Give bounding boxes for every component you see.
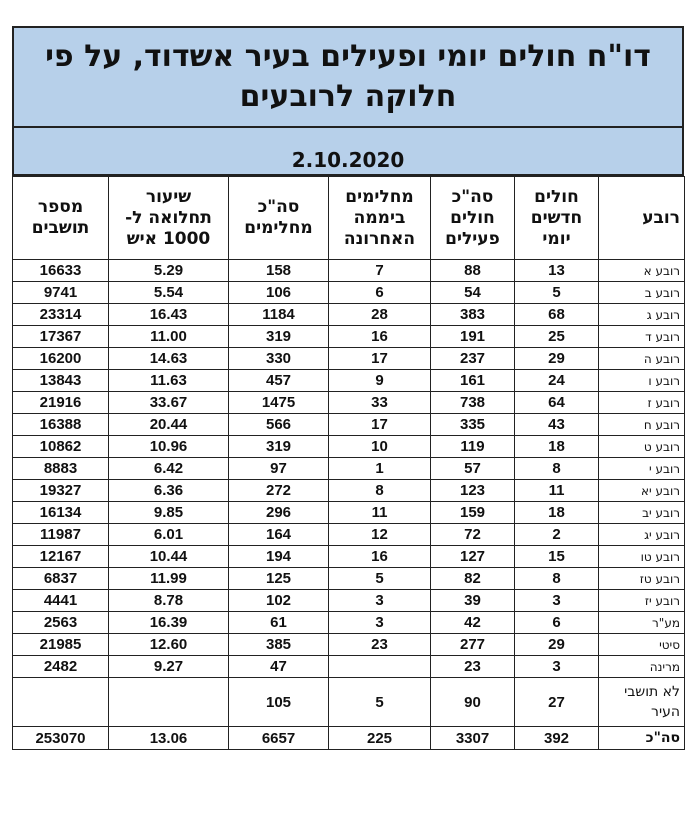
- residents-cell: 11987: [13, 524, 109, 546]
- active-cell: 72: [431, 524, 515, 546]
- active-cell: 88: [431, 260, 515, 282]
- col-header-district: רובע: [599, 177, 685, 260]
- recovered-day-cell: 5: [329, 678, 431, 727]
- recovered-total-cell: 566: [229, 414, 329, 436]
- recovered-day-cell: 6: [329, 282, 431, 304]
- recovered-total-cell: 319: [229, 436, 329, 458]
- table-row: [13, 326, 685, 348]
- report-sheet: [12, 26, 684, 750]
- report-date: 2.10.2020: [291, 148, 405, 172]
- new-daily-cell: 29: [515, 348, 599, 370]
- new-daily-cell: 27: [515, 678, 599, 727]
- recovered-day-cell: 11: [329, 502, 431, 524]
- recovered-day-cell: 16: [329, 326, 431, 348]
- active-cell: 191: [431, 326, 515, 348]
- recovered-total-cell: 296: [229, 502, 329, 524]
- col-header-rate: שיעור תחלואה ל- 1000 איש: [109, 177, 229, 260]
- recovered-total-cell: 102: [229, 590, 329, 612]
- table-row: [13, 568, 685, 590]
- active-cell: 54: [431, 282, 515, 304]
- residents-cell: 16134: [13, 502, 109, 524]
- rate-cell: 6.01: [109, 524, 229, 546]
- district-cell: רובע טז: [599, 568, 685, 590]
- rate-cell: 5.29: [109, 260, 229, 282]
- new-daily-cell: 64: [515, 392, 599, 414]
- recovered-total-cell: 1475: [229, 392, 329, 414]
- recovered-day-cell: 8: [329, 480, 431, 502]
- total-recovered-day-cell: 225: [329, 727, 431, 750]
- table-row: [13, 524, 685, 546]
- rate-cell: 20.44: [109, 414, 229, 436]
- rate-cell: 10.96: [109, 436, 229, 458]
- active-cell: 161: [431, 370, 515, 392]
- recovered-day-cell: 12: [329, 524, 431, 546]
- table-row: [13, 304, 685, 326]
- district-cell: רובע ג: [599, 304, 685, 326]
- new-daily-cell: 18: [515, 502, 599, 524]
- rate-cell: 16.43: [109, 304, 229, 326]
- table-row: [13, 370, 685, 392]
- recovered-total-cell: 105: [229, 678, 329, 727]
- residents-cell: 8883: [13, 458, 109, 480]
- rate-cell: 6.36: [109, 480, 229, 502]
- recovered-day-cell: 10: [329, 436, 431, 458]
- rate-cell: 9.27: [109, 656, 229, 678]
- table-row: [13, 656, 685, 678]
- col-header-residents: מספר תושבים: [13, 177, 109, 260]
- residents-cell: 16200: [13, 348, 109, 370]
- residents-cell: [13, 678, 109, 727]
- table-body: [13, 260, 685, 750]
- col-header-new-daily: חולים חדשים יומי: [515, 177, 599, 260]
- total-recovered-total-cell: 6657: [229, 727, 329, 750]
- district-cell: רובע א: [599, 260, 685, 282]
- table-header-row: [13, 177, 685, 260]
- residents-cell: 16633: [13, 260, 109, 282]
- total-new-daily-cell: 392: [515, 727, 599, 750]
- table-row: [13, 480, 685, 502]
- recovered-day-cell: 17: [329, 348, 431, 370]
- new-daily-cell: 2: [515, 524, 599, 546]
- district-cell: רובע ד: [599, 326, 685, 348]
- active-cell: 123: [431, 480, 515, 502]
- table-row: [13, 260, 685, 282]
- rate-cell: 14.63: [109, 348, 229, 370]
- recovered-total-cell: 194: [229, 546, 329, 568]
- rate-cell: 10.44: [109, 546, 229, 568]
- recovered-total-cell: 385: [229, 634, 329, 656]
- residents-cell: 21916: [13, 392, 109, 414]
- rate-cell: 6.42: [109, 458, 229, 480]
- residents-cell: 2482: [13, 656, 109, 678]
- recovered-total-cell: 319: [229, 326, 329, 348]
- district-cell: מע"ר: [599, 612, 685, 634]
- district-cell: לא תושבי העיר: [599, 678, 685, 727]
- rate-cell: 11.00: [109, 326, 229, 348]
- recovered-total-cell: 1184: [229, 304, 329, 326]
- residents-cell: 2563: [13, 612, 109, 634]
- rate-cell: 12.60: [109, 634, 229, 656]
- district-cell: מרינה: [599, 656, 685, 678]
- recovered-day-cell: 23: [329, 634, 431, 656]
- district-cell: רובע יג: [599, 524, 685, 546]
- rate-cell: 11.99: [109, 568, 229, 590]
- total-active-cell: 3307: [431, 727, 515, 750]
- residents-cell: 17367: [13, 326, 109, 348]
- residents-cell: 6837: [13, 568, 109, 590]
- col-header-active: סה"כ חולים פעילים: [431, 177, 515, 260]
- district-cell: רובע ב: [599, 282, 685, 304]
- new-daily-cell: 15: [515, 546, 599, 568]
- residents-cell: 23314: [13, 304, 109, 326]
- residents-cell: 19327: [13, 480, 109, 502]
- active-cell: 42: [431, 612, 515, 634]
- active-cell: 335: [431, 414, 515, 436]
- active-cell: 39: [431, 590, 515, 612]
- recovered-day-cell: 3: [329, 612, 431, 634]
- new-daily-cell: 11: [515, 480, 599, 502]
- active-cell: 119: [431, 436, 515, 458]
- recovered-total-cell: 125: [229, 568, 329, 590]
- active-cell: 57: [431, 458, 515, 480]
- table-row: [13, 634, 685, 656]
- recovered-day-cell: 1: [329, 458, 431, 480]
- active-cell: 383: [431, 304, 515, 326]
- new-daily-cell: 29: [515, 634, 599, 656]
- active-cell: 277: [431, 634, 515, 656]
- new-daily-cell: 5: [515, 282, 599, 304]
- active-cell: 23: [431, 656, 515, 678]
- active-cell: 738: [431, 392, 515, 414]
- active-cell: 159: [431, 502, 515, 524]
- residents-cell: 16388: [13, 414, 109, 436]
- residents-cell: 13843: [13, 370, 109, 392]
- table-row: [13, 436, 685, 458]
- rate-cell: 8.78: [109, 590, 229, 612]
- recovered-day-cell: 16: [329, 546, 431, 568]
- recovered-day-cell: 5: [329, 568, 431, 590]
- district-cell: רובע י: [599, 458, 685, 480]
- district-cell: רובע ו: [599, 370, 685, 392]
- col-header-recovered-day: מחלימים ביממה האחרונה: [329, 177, 431, 260]
- recovered-day-cell: 28: [329, 304, 431, 326]
- report-title-line2: חלוקה לרובעים: [239, 79, 457, 114]
- rate-cell: 5.54: [109, 282, 229, 304]
- active-cell: 127: [431, 546, 515, 568]
- rate-cell: 33.67: [109, 392, 229, 414]
- residents-cell: 21985: [13, 634, 109, 656]
- district-cell: רובע יב: [599, 502, 685, 524]
- total-district-cell: סה"כ: [599, 727, 685, 750]
- district-cell: רובע ה: [599, 348, 685, 370]
- new-daily-cell: 8: [515, 568, 599, 590]
- rate-cell: 16.39: [109, 612, 229, 634]
- residents-cell: 10862: [13, 436, 109, 458]
- report-date-box: [12, 128, 684, 176]
- new-daily-cell: 24: [515, 370, 599, 392]
- recovered-day-cell: 9: [329, 370, 431, 392]
- districts-table: [12, 176, 685, 750]
- rate-cell: [109, 678, 229, 727]
- new-daily-cell: 3: [515, 656, 599, 678]
- residents-cell: 12167: [13, 546, 109, 568]
- recovered-total-cell: 61: [229, 612, 329, 634]
- recovered-total-cell: 158: [229, 260, 329, 282]
- active-cell: 237: [431, 348, 515, 370]
- recovered-total-cell: 106: [229, 282, 329, 304]
- total-residents-cell: 253070: [13, 727, 109, 750]
- table-total-row: [13, 727, 685, 750]
- district-cell: רובע ט: [599, 436, 685, 458]
- recovered-total-cell: 272: [229, 480, 329, 502]
- recovered-total-cell: 457: [229, 370, 329, 392]
- district-cell: רובע טו: [599, 546, 685, 568]
- table-row: [13, 392, 685, 414]
- report-title-box: [12, 26, 684, 128]
- recovered-total-cell: 47: [229, 656, 329, 678]
- new-daily-cell: 3: [515, 590, 599, 612]
- recovered-day-cell: 7: [329, 260, 431, 282]
- table-row: [13, 590, 685, 612]
- rate-cell: 11.63: [109, 370, 229, 392]
- recovered-total-cell: 164: [229, 524, 329, 546]
- district-cell: רובע ח: [599, 414, 685, 436]
- residents-cell: 9741: [13, 282, 109, 304]
- district-cell: רובע ז: [599, 392, 685, 414]
- active-cell: 82: [431, 568, 515, 590]
- new-daily-cell: 18: [515, 436, 599, 458]
- table-row: [13, 282, 685, 304]
- table-row: [13, 414, 685, 436]
- recovered-day-cell: 17: [329, 414, 431, 436]
- table-row: [13, 502, 685, 524]
- new-daily-cell: 6: [515, 612, 599, 634]
- table-row: [13, 348, 685, 370]
- recovered-day-cell: 33: [329, 392, 431, 414]
- recovered-total-cell: 97: [229, 458, 329, 480]
- active-cell: 90: [431, 678, 515, 727]
- new-daily-cell: 13: [515, 260, 599, 282]
- report-title-line1: דו"ח חולים יומי ופעילים בעיר אשדוד, על פי: [45, 39, 651, 74]
- recovered-total-cell: 330: [229, 348, 329, 370]
- new-daily-cell: 43: [515, 414, 599, 436]
- district-cell: רובע יז: [599, 590, 685, 612]
- recovered-day-cell: [329, 656, 431, 678]
- table-row: [13, 678, 685, 727]
- table-row: [13, 612, 685, 634]
- new-daily-cell: 8: [515, 458, 599, 480]
- district-cell: סיטי: [599, 634, 685, 656]
- total-rate-cell: 13.06: [109, 727, 229, 750]
- table-row: [13, 458, 685, 480]
- table-row: [13, 546, 685, 568]
- col-header-recovered-total: סה"כ מחלימים: [229, 177, 329, 260]
- district-cell: רובע יא: [599, 480, 685, 502]
- rate-cell: 9.85: [109, 502, 229, 524]
- residents-cell: 4441: [13, 590, 109, 612]
- recovered-day-cell: 3: [329, 590, 431, 612]
- new-daily-cell: 25: [515, 326, 599, 348]
- new-daily-cell: 68: [515, 304, 599, 326]
